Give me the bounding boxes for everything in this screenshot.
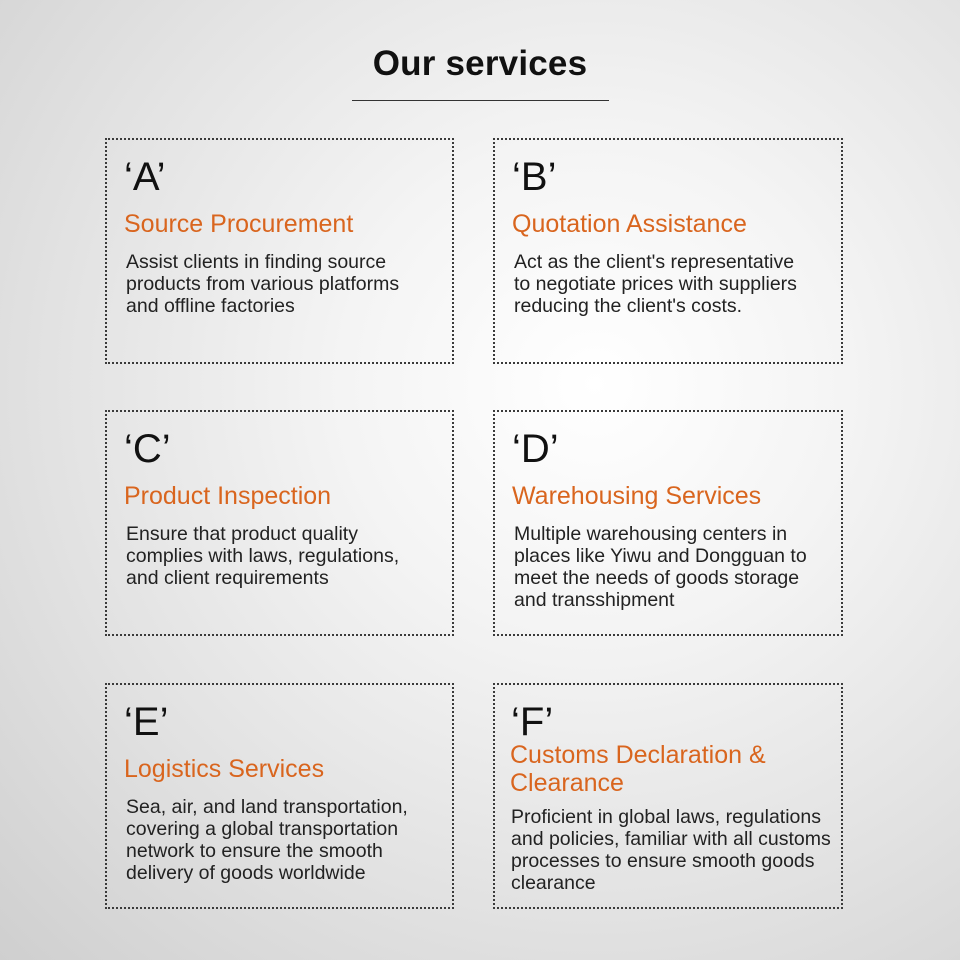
service-description-line: processes to ensure smooth goods (511, 850, 815, 872)
service-description-line: Proficient in global laws, regulations (511, 806, 822, 828)
service-description-line: and policies, familiar with all customs (511, 828, 831, 850)
service-letter: ‘C’ (124, 427, 171, 471)
service-description (511, 806, 836, 894)
service-heading-line: Product Inspection (124, 482, 332, 510)
service-heading-line: Customs Declaration & (510, 741, 766, 769)
service-heading (124, 210, 454, 238)
title-underline (352, 100, 609, 101)
service-heading-line: Quotation Assistance (512, 210, 747, 238)
service-description (514, 523, 839, 611)
service-letter: ‘F’ (511, 700, 554, 744)
service-description-line: meet the needs of goods storage (514, 567, 800, 589)
service-letter: ‘D’ (512, 427, 559, 471)
service-description-line: Multiple warehousing centers in (514, 523, 788, 545)
service-heading (510, 741, 840, 797)
service-description-line: Sea, air, and land transportation, (126, 796, 408, 818)
service-card-quotation-assistance (493, 138, 843, 364)
service-description-line: covering a global transportation (126, 818, 399, 840)
service-letter: ‘E’ (124, 700, 169, 744)
service-description (126, 796, 451, 884)
service-description (514, 251, 839, 317)
service-description-line: Assist clients in finding source (126, 251, 387, 273)
service-description-line: delivery of goods worldwide (126, 862, 366, 884)
service-heading-line: Clearance (510, 769, 624, 797)
service-description-line: reducing the client's costs. (514, 295, 743, 317)
service-card-product-inspection (105, 410, 454, 636)
service-description (126, 251, 451, 317)
service-description-line: network to ensure the smooth (126, 840, 383, 862)
service-description-line: complies with laws, regulations, (126, 545, 400, 567)
page-title: Our services (372, 44, 588, 83)
service-heading (512, 482, 842, 510)
service-card-customs-declaration (493, 683, 843, 909)
service-description-line: products from various platforms (126, 273, 400, 295)
service-letter: ‘A’ (124, 155, 166, 199)
service-description-line: and client requirements (126, 567, 329, 589)
service-heading (124, 482, 454, 510)
service-description-line: clearance (511, 872, 596, 894)
service-description-line: places like Yiwu and Dongguan to (514, 545, 807, 567)
service-heading-line: Warehousing Services (512, 482, 762, 510)
service-heading (124, 755, 454, 783)
service-heading (512, 210, 842, 238)
service-description-line: and offline factories (126, 295, 295, 317)
service-description-line: and transshipment (514, 589, 675, 611)
service-description (126, 523, 451, 589)
service-heading-line: Source Procurement (124, 210, 354, 238)
service-heading-line: Logistics Services (124, 755, 325, 783)
service-description-line: to negotiate prices with suppliers (514, 273, 797, 295)
service-description-line: Ensure that product quality (126, 523, 358, 545)
service-card-logistics-services (105, 683, 454, 909)
service-card-warehousing-services (493, 410, 843, 636)
service-letter: ‘B’ (512, 155, 557, 199)
service-card-source-procurement (105, 138, 454, 364)
service-description-line: Act as the client's representative (514, 251, 795, 273)
